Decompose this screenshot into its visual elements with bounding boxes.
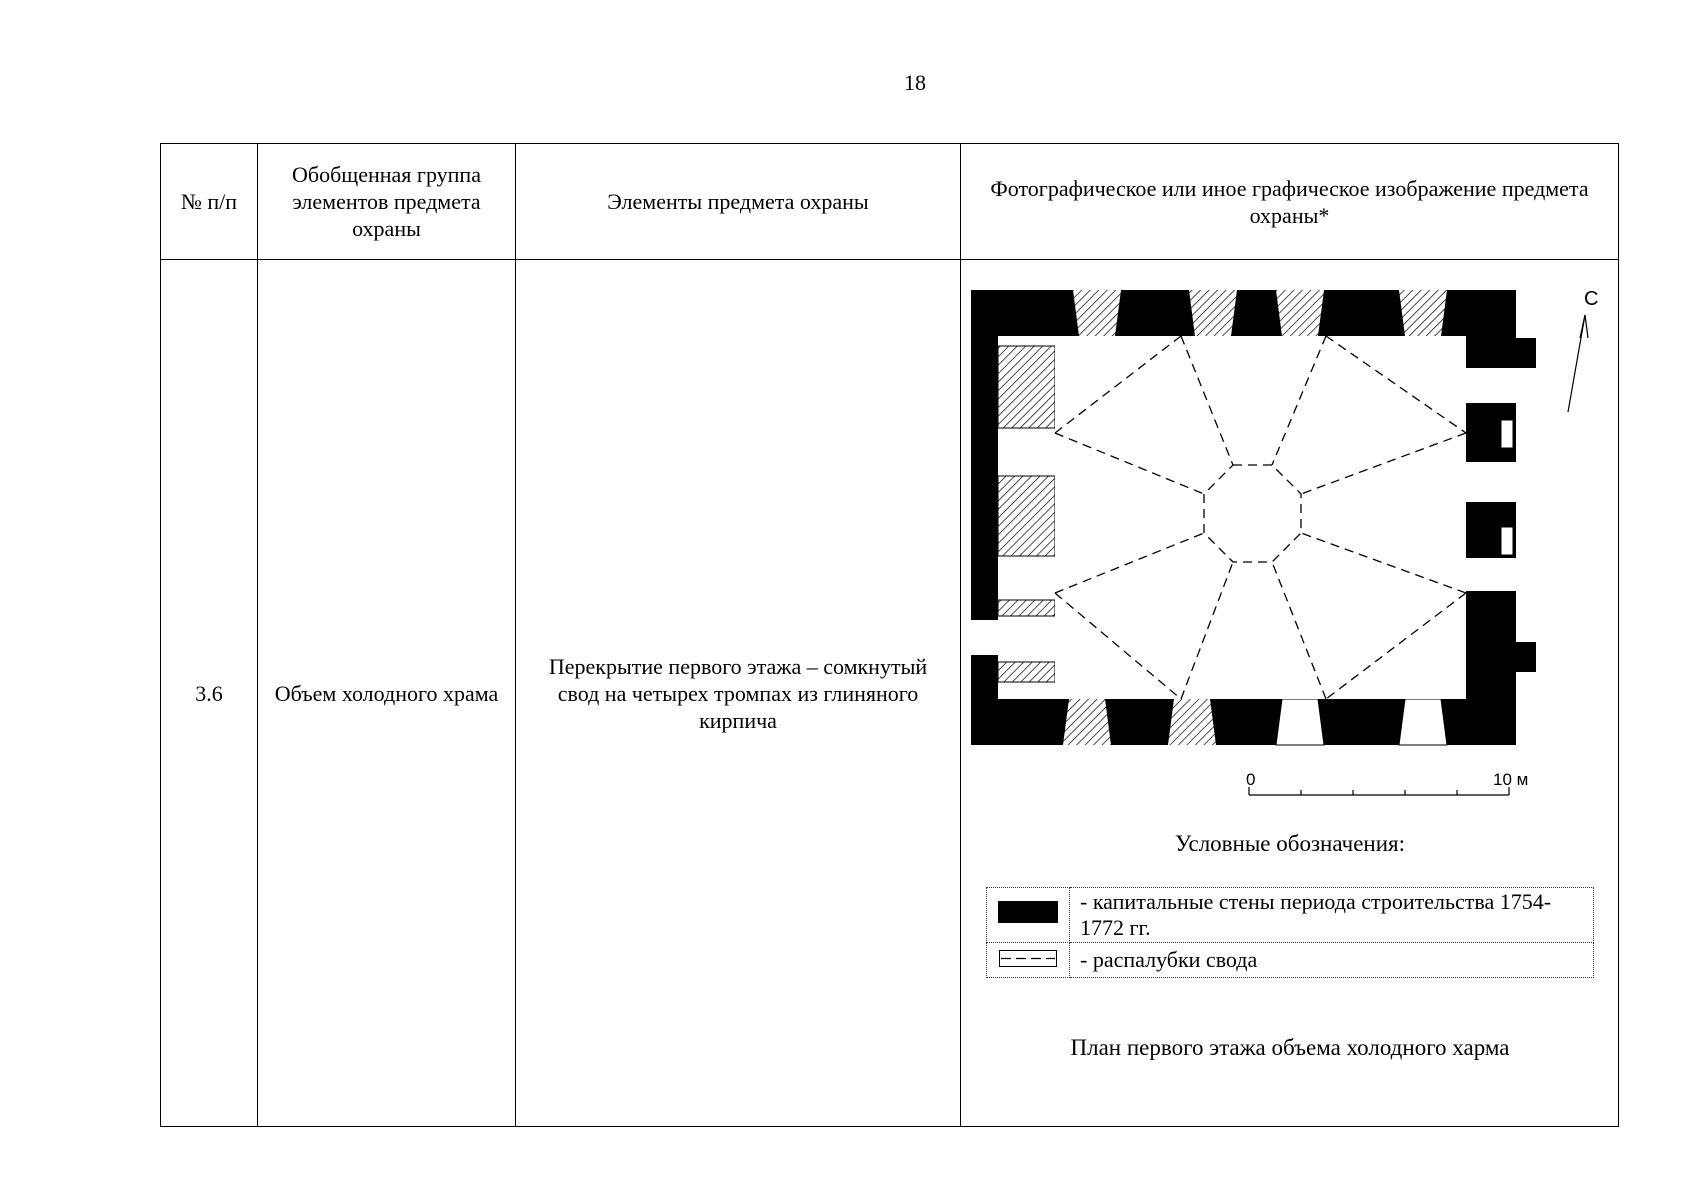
plan-cell [961, 260, 1619, 1127]
legend-text: - капитальные стены периода строительства 1754-1772 гг. [1070, 888, 1594, 943]
row-elements: Перекрытие первого этажа – сомкнутый свод на четырех тромпах из глиняного кирпича [516, 260, 961, 1127]
north-arrow [1568, 315, 1588, 412]
dashed-vault-icon [999, 950, 1057, 967]
header-image: Фотографическое или иное графическое изображение предмета охраны* [961, 144, 1619, 260]
wall-swatch-icon [998, 901, 1058, 923]
scale-start-label: 0 [1246, 770, 1256, 789]
header-group: Обобщенная группа элементов предмета охраны [258, 144, 516, 260]
row-num: 3.6 [161, 260, 258, 1127]
legend-symbol-vault [987, 943, 1070, 978]
legend-text: - распалубки свода [1070, 943, 1594, 978]
scale-end-label: 10 м [1493, 770, 1529, 789]
table-header-row [161, 144, 1619, 260]
legend-symbol-wall [987, 888, 1070, 943]
table-row [161, 260, 1619, 1127]
floor-plan-drawing [971, 290, 1611, 810]
plan-caption: План первого этажа объема холодного харма [1070, 1035, 1510, 1060]
legend-title: Условные обозначения: [1174, 831, 1406, 856]
protection-table [160, 143, 1619, 1127]
row-group: Объем холодного храма [258, 260, 516, 1127]
legend-row [987, 888, 1594, 943]
header-num: № п/п [161, 144, 258, 260]
legend-table [986, 887, 1594, 978]
floor-plan-figure [961, 260, 1619, 1126]
page-number: 18 [904, 70, 926, 95]
header-elements: Элементы предмета охраны [516, 144, 961, 260]
legend-row [987, 943, 1594, 978]
scale-bar [1249, 787, 1509, 795]
north-label: С [1584, 288, 1599, 310]
